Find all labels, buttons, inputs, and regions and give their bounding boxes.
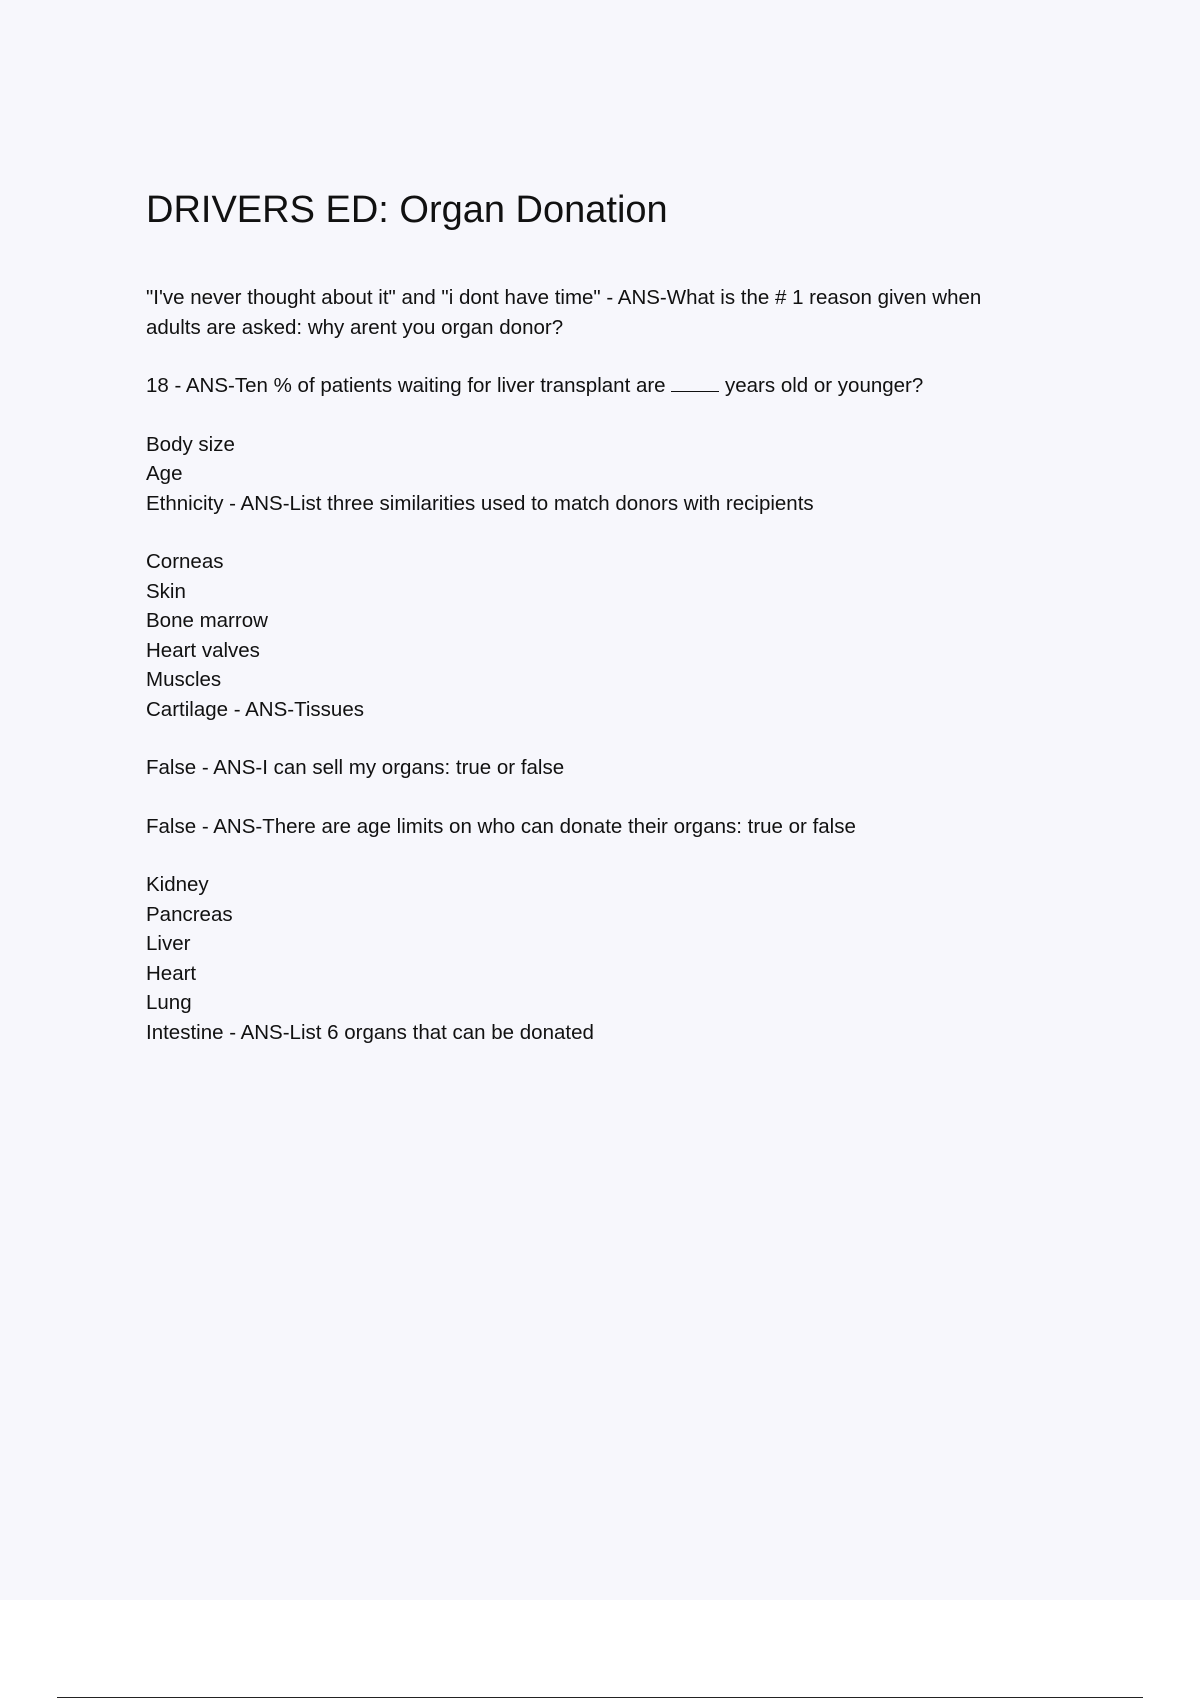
document-content — [146, 186, 1086, 1076]
qa-block — [146, 371, 1086, 401]
line-text-after-blank: years old or younger? — [719, 374, 924, 397]
text-line: False - ANS-I can sell my organs: true or false — [146, 756, 565, 779]
text-line: Liver — [146, 932, 191, 955]
text-line: False - ANS-There are age limits on who can donate their organs: true or false — [146, 814, 856, 838]
footer-divider — [57, 1697, 1143, 1698]
qa-block — [146, 870, 1086, 1047]
qa-block — [146, 430, 1086, 519]
text-line: Lung — [146, 991, 192, 1014]
text-line: Bone marrow — [146, 609, 268, 632]
text-line: Heart valves — [146, 638, 260, 662]
text-line: Pancreas — [146, 902, 233, 926]
text-line: Muscles — [146, 668, 222, 691]
qa-block — [146, 812, 1086, 842]
qa-block — [146, 283, 1086, 342]
qa-block — [146, 547, 1086, 724]
text-line: Body size — [146, 432, 235, 456]
text-line: Cartilage - ANS-Tissues — [146, 697, 364, 721]
text-line: Age — [146, 462, 183, 485]
fill-in-blank — [671, 373, 719, 392]
text-line: Ethnicity - ANS-List three similarities used to match donors with recipients — [146, 491, 814, 515]
document-title: DRIVERS ED: Organ Donation — [146, 189, 668, 231]
text-line: Corneas — [146, 550, 224, 573]
text-line: Intestine - ANS-List 6 organs that can be donated — [146, 1020, 594, 1044]
text-line-with-blank — [146, 371, 1086, 401]
text-line: Skin — [146, 579, 186, 603]
text-line: Kidney — [146, 873, 209, 896]
qa-block — [146, 753, 1086, 783]
text-line: Heart — [146, 961, 197, 985]
text-line: adults are asked: why arent you organ donor? — [146, 315, 564, 339]
line-text-before-blank: 18 - ANS-Ten % of patients waiting for liver transplant are — [146, 374, 672, 397]
text-line: "I've never thought about it" and "i dont have time" - ANS-What is the # 1 reason given when — [146, 286, 982, 309]
